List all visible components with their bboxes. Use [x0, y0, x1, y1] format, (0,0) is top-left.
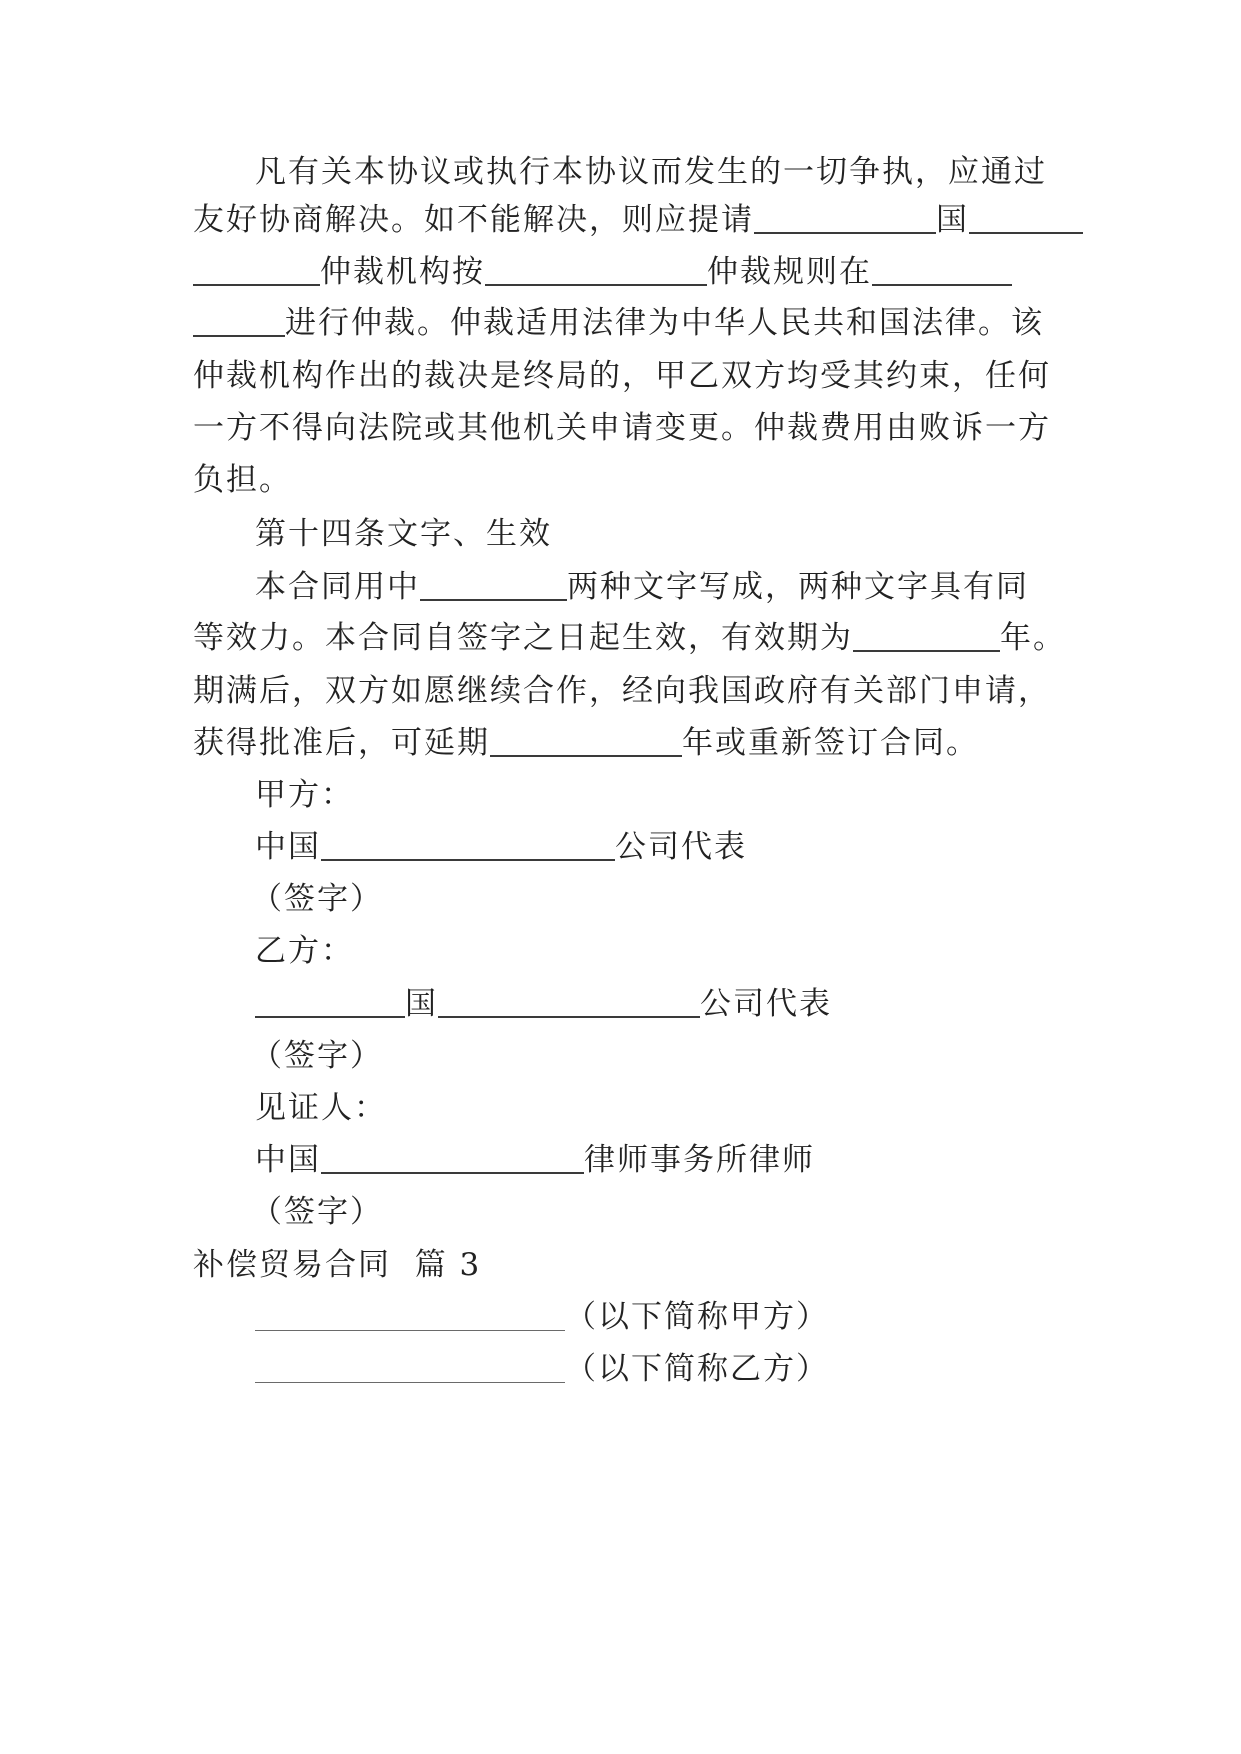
article-14-heading: 第十四条文字、生效	[255, 516, 552, 552]
blank-line	[193, 335, 285, 337]
blank-line	[255, 1330, 565, 1331]
witness-label: 见证人：	[255, 1090, 387, 1126]
party-a-representative: 中国 公司代表	[255, 829, 747, 865]
article-14-line-2: 等效力。本合同自签字之日起生效，有效期为 年。	[193, 620, 1066, 656]
party-a-intro: （以下简称甲方）	[193, 1297, 1063, 1337]
article-14-line-1: 本合同用中 两种文字写成，两种文字具有同	[255, 569, 1029, 605]
party-b-intro: （以下简称乙方）	[193, 1349, 1063, 1389]
arbitration-line-5: 仲裁机构作出的裁决是终局的，甲乙双方均受其约束，任何	[193, 358, 1051, 394]
arbitration-line-7: 负担。	[193, 462, 292, 498]
section-title: 补偿贸易合同 篇 3	[193, 1247, 482, 1283]
arbitration-line-6: 一方不得向法院或其他机关申请变更。仲裁费用由败诉一方	[193, 410, 1051, 446]
party-b-label: 乙方：	[255, 933, 354, 969]
blank-line	[485, 284, 707, 286]
blank-line	[853, 650, 1000, 652]
blank-line	[321, 859, 615, 861]
witness-lawyer: 中国 律师事务所律师	[255, 1142, 815, 1178]
blank-line	[193, 284, 320, 286]
blank-line	[420, 599, 567, 601]
arbitration-line-1: 凡有关本协议或执行本协议而发生的一切争执，应通过	[255, 154, 1047, 190]
article-14-line-4: 获得批准后，可延期 年或重新签订合同。	[193, 725, 979, 761]
blank-line	[969, 232, 1083, 234]
arbitration-line-4: 进行仲裁。仲裁适用法律为中华人民共和国法律。该	[193, 303, 1063, 343]
blank-line	[490, 755, 682, 757]
blank-line	[438, 1016, 700, 1018]
blank-line	[754, 232, 936, 234]
blank-line	[255, 1382, 565, 1383]
party-a-signature: （签字）	[251, 881, 383, 917]
party-b-representative: 国 公司代表	[193, 984, 1063, 1024]
party-b-signature: （签字）	[251, 1038, 383, 1074]
blank-line	[872, 284, 1012, 286]
blank-line	[255, 1016, 405, 1018]
blank-line	[321, 1172, 584, 1174]
witness-signature: （签字）	[251, 1194, 383, 1230]
article-14-line-3: 期满后，双方如愿继续合作，经向我国政府有关部门申请，	[193, 673, 1051, 709]
arbitration-line-2: 友好协商解决。如不能解决，则应提请 国	[193, 200, 1063, 240]
arbitration-line-3: 仲裁机构按 仲裁规则在	[193, 252, 1063, 292]
party-a-label: 甲方：	[255, 777, 354, 813]
